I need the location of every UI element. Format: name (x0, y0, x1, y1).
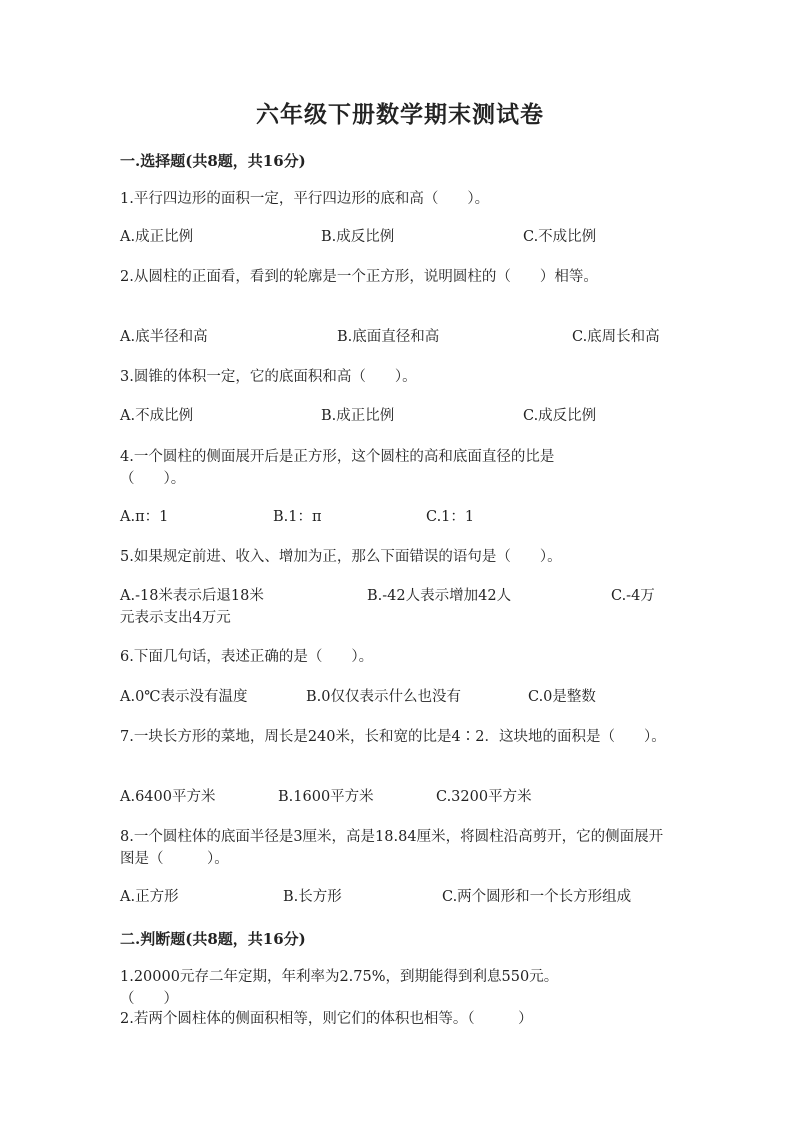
judgement-2-text: 2.若两个圆柱体的侧面积相等，则它们的体积也相等。（ ） (120, 1011, 533, 1027)
question-7-option-c: C.3200平方米 (436, 789, 532, 805)
question-4-option-a: A.π：1 (120, 509, 169, 525)
question-3-option-b: B.成正比例 (321, 408, 395, 424)
question-1-option-b: B.成反比例 (321, 229, 395, 245)
question-4-option-c: C.1：1 (426, 509, 475, 525)
question-2-option-a: A.底半径和高 (120, 329, 208, 345)
question-3-option-c: C.成反比例 (523, 408, 597, 424)
question-1-option-c: C.不成比例 (523, 229, 597, 245)
page-title: 六年级下册数学期末测试卷 (256, 101, 544, 128)
question-5-option-b: B.-42人表示增加42人 (367, 588, 512, 604)
question-8-text: 8.一个圆柱体的底面半径是3厘米，高是18.84厘米，将圆柱沿高剪开，它的侧面展开图是（ ）。 (120, 829, 664, 867)
question-4-text: 4.一个圆柱的侧面展开后是正方形，这个圆柱的高和底面直径的比是（ ）。 (120, 449, 555, 487)
question-5-option-a: A.-18米表示后退18米 (120, 588, 264, 604)
question-6-option-b: B.0仅仅表示什么也没有 (306, 689, 461, 705)
question-8-option-c: C.两个圆形和一个长方形组成 (442, 889, 632, 905)
section-heading-choice: 一.选择题(共8题，共16分) (120, 152, 306, 170)
question-5-option-c: C.-4万元表示支出4万元 (120, 588, 655, 626)
question-2-text: 2.从圆柱的正面看，看到的轮廓是一个正方形，说明圆柱的（ ）相等。 (120, 269, 598, 285)
question-2-option-b: B.底面直径和高 (337, 329, 440, 345)
question-6-option-c: C.0是整数 (528, 689, 596, 705)
question-7-text: 7.一块长方形的菜地，周长是240米，长和宽的比是4∶2．这块地的面积是（ ）。 (120, 729, 666, 745)
question-4-option-b: B.1：π (273, 509, 322, 525)
question-7-option-a: A.6400平方米 (120, 789, 216, 805)
question-1-text: 1.平行四边形的面积一定，平行四边形的底和高（ ）。 (120, 191, 490, 207)
section-heading-judgement: 二.判断题(共8题，共16分) (120, 930, 306, 948)
question-7-option-b: B.1600平方米 (278, 789, 374, 805)
judgement-1-text: 1.20000元存二年定期，年利率为2.75%，到期能得到利息550元。（ ） (120, 969, 559, 1007)
question-8-option-b: B.长方形 (283, 889, 342, 905)
question-2-option-c: C.底周长和高 (572, 329, 660, 345)
question-1-option-a: A.成正比例 (120, 229, 194, 245)
question-5-text: 5.如果规定前进、收入、增加为正，那么下面错误的语句是（ ）。 (120, 549, 562, 565)
question-8-option-a: A.正方形 (120, 889, 179, 905)
question-3-text: 3.圆锥的体积一定，它的底面积和高（ ）。 (120, 369, 417, 385)
question-6-option-a: A.0℃表示没有温度 (120, 689, 248, 705)
question-6-text: 6.下面几句话，表述正确的是（ ）。 (120, 649, 374, 665)
question-3-option-a: A.不成比例 (120, 408, 194, 424)
